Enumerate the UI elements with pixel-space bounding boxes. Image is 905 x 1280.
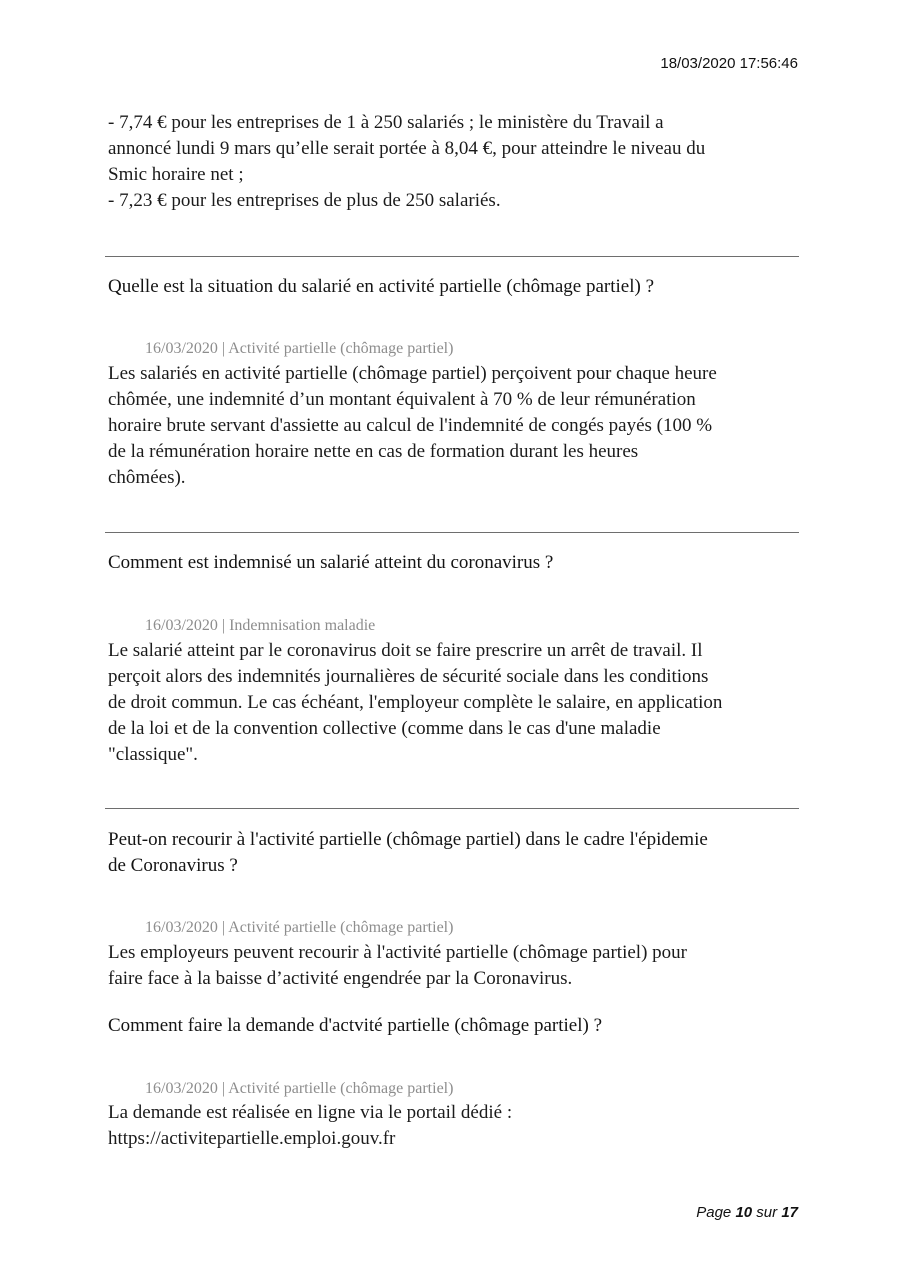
section-divider bbox=[105, 532, 799, 533]
question-line: Comment faire la demande d'actvité partielle (chômage partiel) ? bbox=[108, 1015, 603, 1036]
question-heading-3 bbox=[108, 827, 708, 879]
answer-line: chômée, une indemnité d’un montant équivalent à 70 % de leur rémunération bbox=[108, 389, 696, 410]
answer-line: chômées). bbox=[108, 467, 186, 488]
answer-line: de la loi et de la convention collective (comme dans le cas d'une maladie bbox=[108, 718, 661, 739]
answer-line: de droit commun. Le cas échéant, l'employeur complète le salaire, en application bbox=[108, 692, 723, 713]
answer-paragraph-4 bbox=[108, 1100, 512, 1152]
footer-page-total: 17 bbox=[781, 1204, 798, 1221]
question-line: Peut-on recourir à l'activité partielle (chômage partiel) dans le cadre l'épidemie bbox=[108, 829, 708, 850]
answer-line: Les employeurs peuvent recourir à l'activité partielle (chômage partiel) pour bbox=[108, 942, 687, 963]
question-line: de Coronavirus ? bbox=[108, 855, 238, 876]
intro-paragraph bbox=[108, 110, 705, 214]
answer-paragraph-1 bbox=[108, 361, 717, 491]
answer-line: faire face à la baisse d’activité engendrée par la Coronavirus. bbox=[108, 968, 573, 989]
intro-line: annoncé lundi 9 mars qu’elle serait portée à 8,04 €, pour atteindre le niveau du bbox=[108, 138, 706, 159]
question-line: Comment est indemnisé un salarié atteint du coronavirus ? bbox=[108, 552, 554, 573]
footer-sur-label: sur bbox=[756, 1204, 778, 1221]
entry-meta-4: 16/03/2020 | Activité partielle (chômage partiel) bbox=[145, 1080, 454, 1097]
page-footer bbox=[696, 1204, 798, 1221]
answer-line: Le salarié atteint par le coronavirus doit se faire prescrire un arrêt de travail. Il bbox=[108, 640, 703, 661]
answer-line: de la rémunération horaire nette en cas de formation durant les heures bbox=[108, 441, 639, 462]
section-divider bbox=[105, 256, 799, 257]
portal-url-text: https://activitepartielle.emploi.gouv.fr bbox=[108, 1128, 396, 1149]
answer-line: horaire brute servant d'assiette au calcul de l'indemnité de congés payés (100 % bbox=[108, 415, 713, 436]
header-timestamp: 18/03/2020 17:56:46 bbox=[660, 55, 798, 72]
intro-line: - 7,23 € pour les entreprises de plus de 250 salariés. bbox=[108, 190, 501, 211]
entry-meta-3: 16/03/2020 | Activité partielle (chômage partiel) bbox=[145, 919, 454, 936]
question-heading-2 bbox=[108, 550, 553, 576]
answer-line: La demande est réalisée en ligne via le portail dédié : bbox=[108, 1102, 513, 1123]
answer-paragraph-3 bbox=[108, 940, 687, 992]
section-divider bbox=[105, 808, 799, 809]
entry-meta-2: 16/03/2020 | Indemnisation maladie bbox=[145, 617, 376, 634]
question-heading-4 bbox=[108, 1013, 602, 1039]
answer-line: "classique". bbox=[108, 744, 198, 765]
question-line: Quelle est la situation du salarié en activité partielle (chômage partiel) ? bbox=[108, 276, 655, 297]
intro-line: Smic horaire net ; bbox=[108, 164, 244, 185]
footer-page-number: 10 bbox=[735, 1204, 753, 1221]
question-heading-1 bbox=[108, 274, 654, 300]
answer-paragraph-2 bbox=[108, 638, 722, 768]
answer-line: Les salariés en activité partielle (chômage partiel) perçoivent pour chaque heure bbox=[108, 363, 717, 384]
entry-meta-1: 16/03/2020 | Activité partielle (chômage partiel) bbox=[145, 340, 454, 357]
intro-line: - 7,74 € pour les entreprises de 1 à 250 salariés ; le ministère du Travail a bbox=[108, 112, 664, 133]
footer-page-label: Page bbox=[696, 1204, 732, 1221]
answer-line: perçoit alors des indemnités journalières de sécurité sociale dans les conditions bbox=[108, 666, 709, 687]
